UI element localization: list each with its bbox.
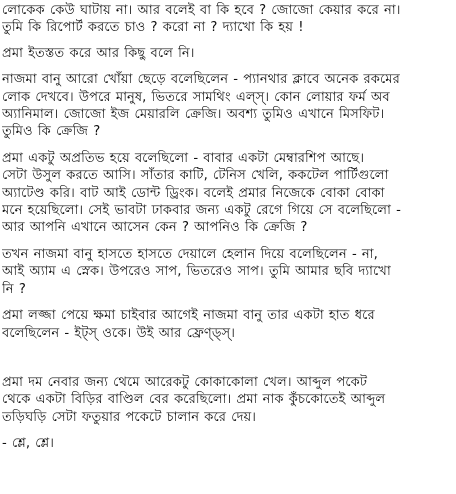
text-line: মনে হয়েছিলো। সেই ভাবটা ঢাকবার জন্য একটু রেগে গিয়ে সে বলেছিলো -	[2, 203, 401, 219]
text-line: সেটা উসুল করতে আসি। সাঁতার কাটি, টেনিস খেলি, ককটেল পার্টিগুলো	[2, 168, 389, 184]
paragraph-gap	[2, 141, 450, 150]
paragraph-gap	[2, 298, 450, 307]
paragraph-6	[2, 307, 450, 342]
text-line: আই অ্যাম এ স্নেক। উপরেও সাপ, ভিতরেও সাপ। তুমি আমার ছবি দ্যাখো	[2, 264, 391, 280]
text-line: বলেছিলেন - ইট্স্ ওকে। উই আর ফ্রেণ্ড্স্।	[2, 325, 235, 341]
text-line: নাজমা বানু আরো খোঁয়া ছেড়ে বলেছিলেন - প্যানথার ক্লাবে অনেক রকমের	[2, 72, 400, 88]
text-line: তড়িঘড়ি সেটা ফতুয়ার পকেটে চালান করে দেয়।	[2, 409, 256, 425]
paragraph-gap	[2, 37, 450, 45]
text-line: প্রমা লজ্জা পেয়ে ক্ষমা চাইবার আগেই নাজমা বানু তার একটা হাত ধরে	[2, 308, 375, 324]
paragraph-7	[2, 374, 450, 426]
text-line: প্রমা একটু অপ্রতিভ হয়ে বলেছিলো - বাবার একটা মেম্বারশিপ আছে।	[2, 150, 365, 166]
paragraph-gap	[2, 237, 450, 246]
paragraph-gap	[2, 426, 450, 435]
paragraph-2	[2, 45, 450, 62]
paragraph-4	[2, 150, 450, 237]
text-line: তুমি কি রিপোর্ট করতে চাও ? করো না ? দ্যাখো কি হয় !	[2, 20, 304, 36]
text-line: থেকে একটা বিড়ির বাণ্ডিল বের করেছিলো। প্রমা নাক কুঁচকোতেই আব্দুল	[2, 392, 386, 408]
text-line: তখন নাজমা বানু হাসতে হাসতে দেয়ালে হেলান দিয়ে বলেছিলেন - না,	[2, 246, 378, 262]
section-gap	[2, 342, 450, 374]
paragraph-8	[2, 435, 450, 452]
paragraph-5	[2, 246, 450, 298]
paragraph-1	[2, 2, 450, 37]
text-line: নি ?	[2, 281, 26, 297]
text-line: লোক দেখবে। উপরে মানুষ, ভিতরে সামথিং এল্স্। কোন লোয়ার ফর্ম অব	[2, 89, 390, 105]
text-line: - শ্লে, শ্লে।	[2, 436, 54, 452]
text-line: অ্যানিমাল। জোজো ইজ মেয়ারলি ক্রেজি। অবশ্য তুমিও এখানে মিসফিট।	[2, 107, 385, 123]
text-line: অ্যাটেণ্ড করি। বাট আই ডোন্ট ড্রিংক। বলেই প্রমার নিজেকে বোকা বোকা	[2, 185, 385, 201]
text-line: লোকেক কেউ ঘাটায় না। আর বলেই বা কি হবে ? জোজো কেয়ার করে না।	[2, 3, 401, 18]
paragraph-3	[2, 71, 450, 141]
paragraph-gap	[2, 62, 450, 71]
text-line: তুমিও কি ক্রেজি ?	[2, 124, 101, 140]
text-line: প্রমা ইতস্তত করে আর কিছু বলে নি।	[2, 45, 195, 61]
text-line: আর আপনি এখানে আসেন কেন ? আপনিও কি ক্রেজি ?	[2, 220, 308, 236]
text-line: প্রমা দম নেবার জন্য থেমে আরেকটু কোকাকোলা খেল। আব্দুল পকেট	[2, 374, 368, 390]
